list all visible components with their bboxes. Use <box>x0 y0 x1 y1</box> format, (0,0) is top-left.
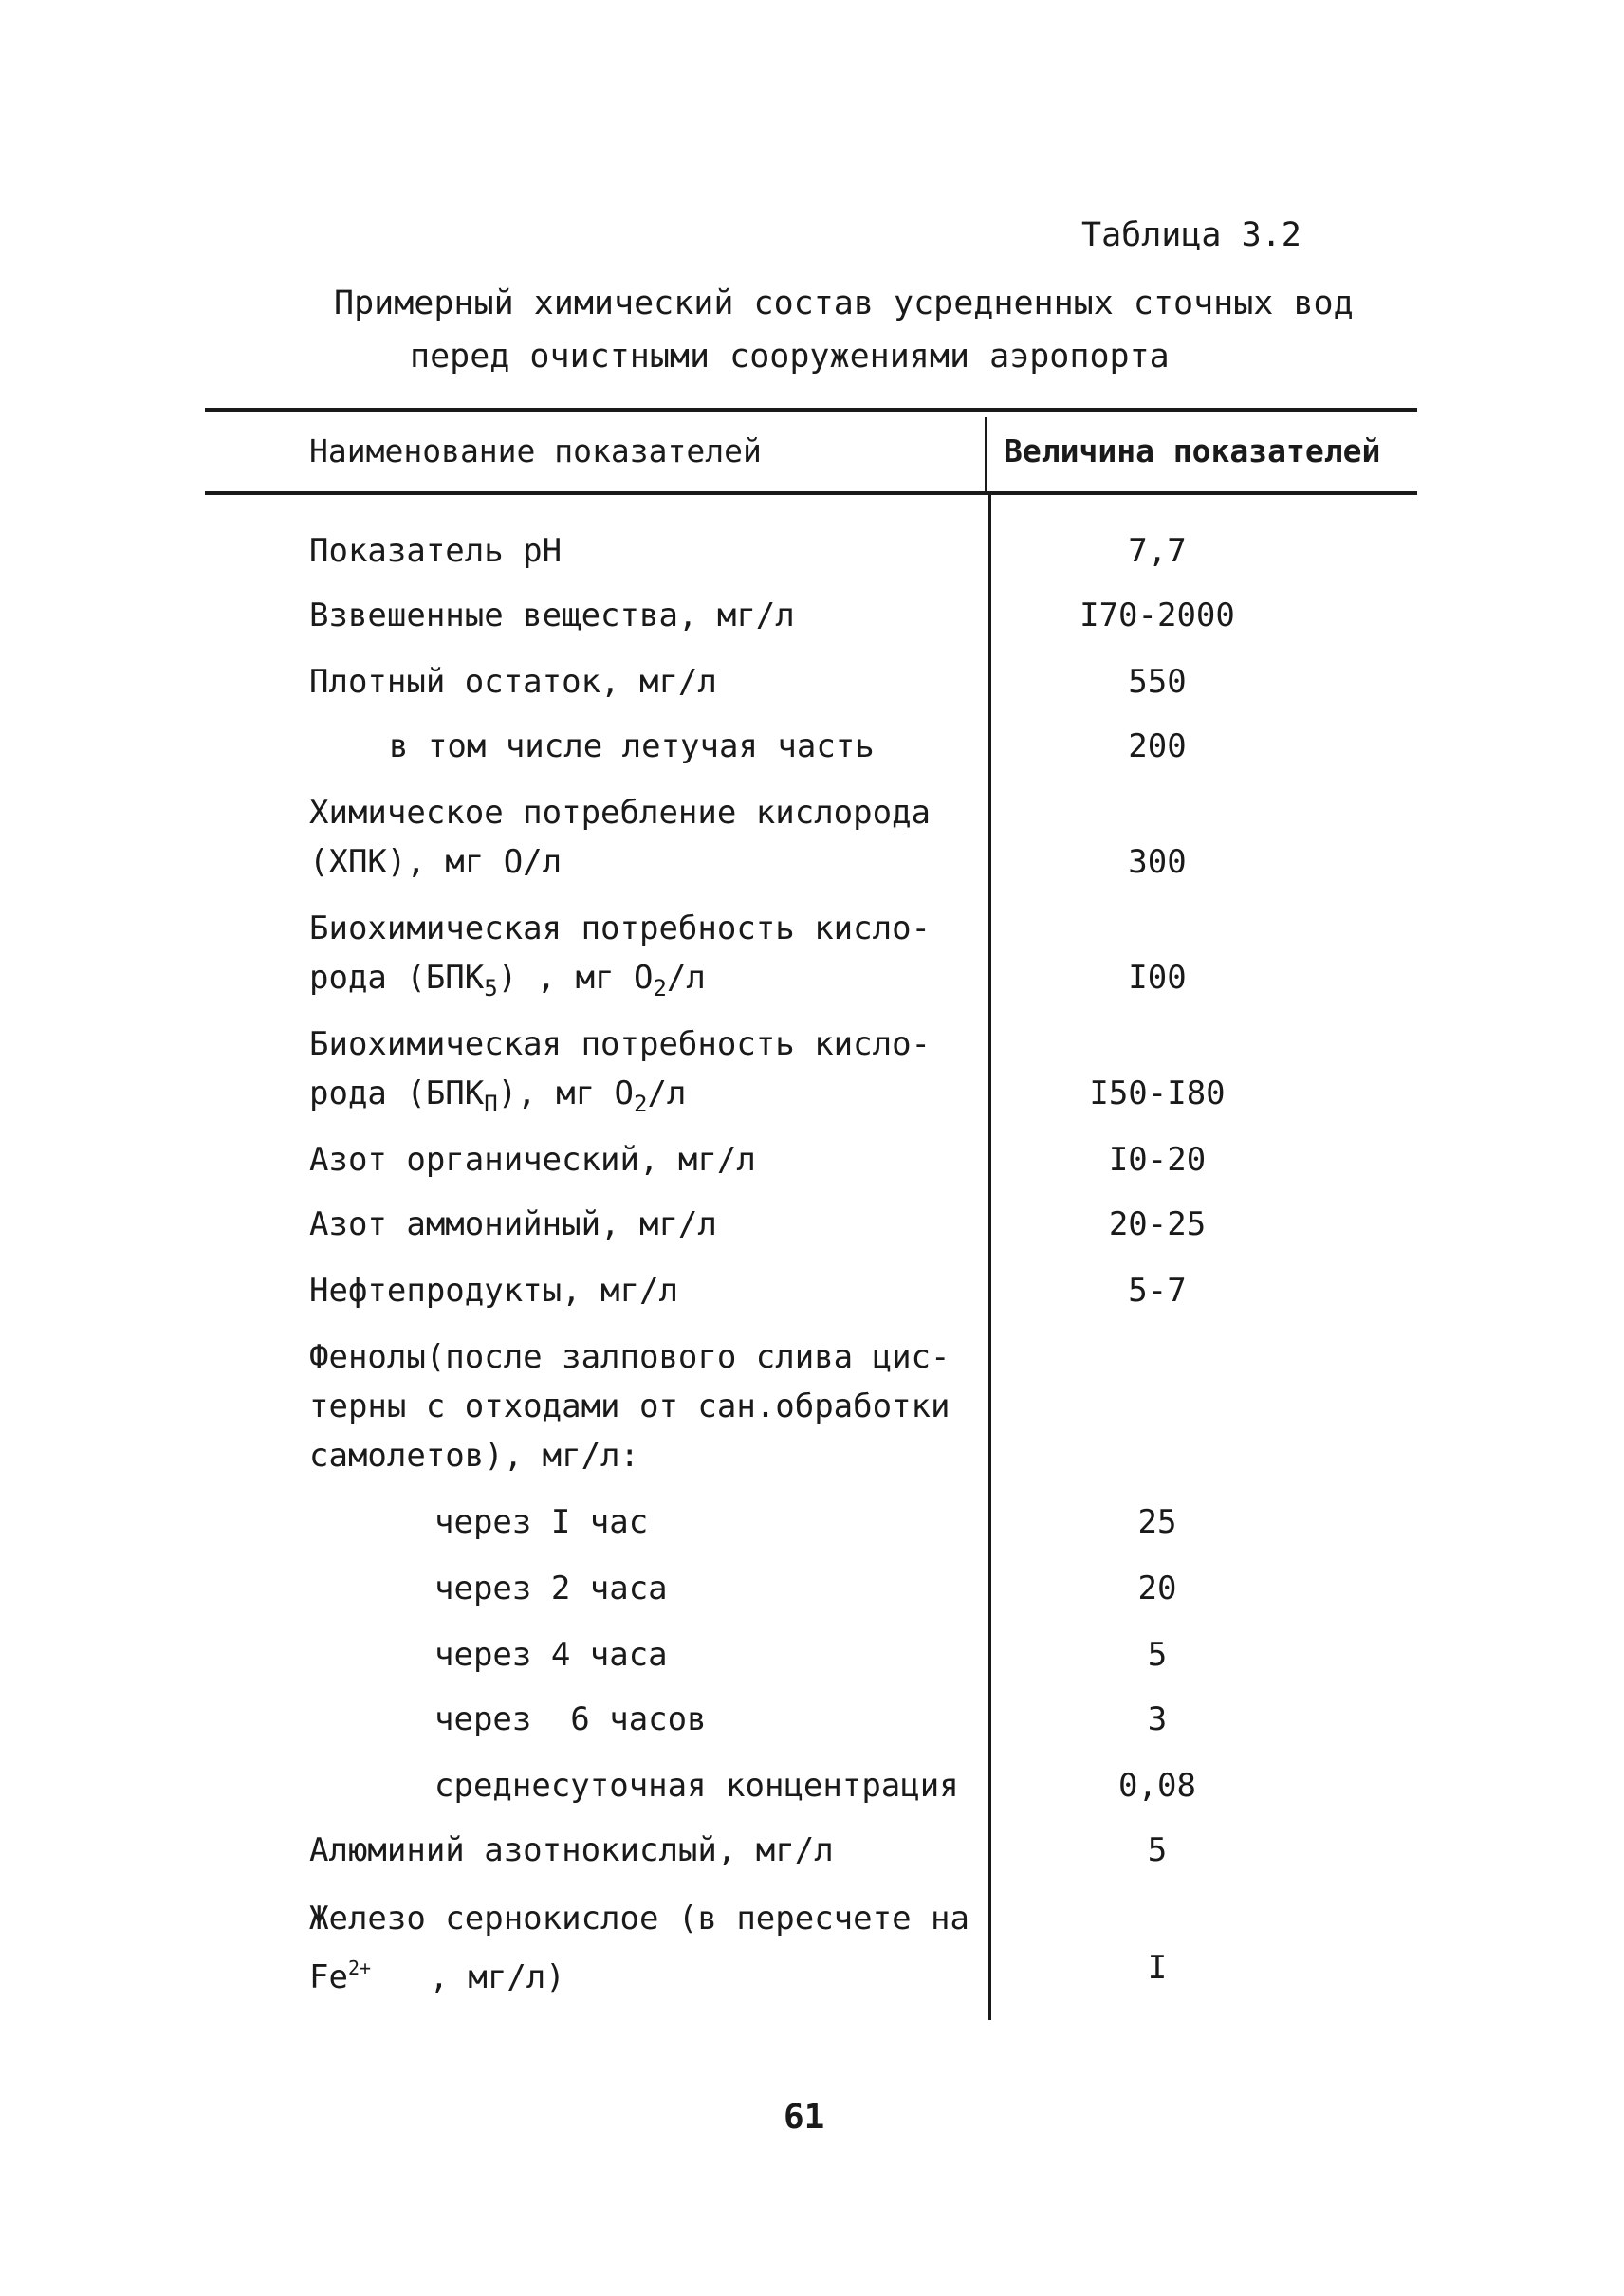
row-value: 300 <box>1128 843 1187 881</box>
header-bottom-rule <box>205 491 1417 495</box>
row-value: 7,7 <box>1128 532 1187 570</box>
row-name-line-1: Фенолы(после залпового слива цис- <box>309 1338 950 1376</box>
column-header-value: Величина показателей <box>1004 432 1381 469</box>
row-value: 20-25 <box>1108 1205 1207 1243</box>
row-value: 5 <box>1147 1636 1168 1674</box>
row-value: 25 <box>1137 1503 1177 1541</box>
row-name: в том числе летучая часть <box>389 727 875 765</box>
row-value: 200 <box>1128 727 1187 765</box>
row-name: Плотный остаток, мг/л <box>309 663 717 701</box>
row-name: через 2 часа <box>434 1570 668 1607</box>
row-value: 550 <box>1128 663 1187 701</box>
row-name-line-2: рода $(БПК_5)$ , мг $О_2/л$ <box>309 959 706 1001</box>
row-value: I00 <box>1128 959 1187 997</box>
row-name: Взвешенные вещества, мг/л <box>309 597 795 634</box>
row-value: 20 <box>1137 1570 1177 1607</box>
row-name-line-3: самолетов), мг/л: <box>309 1437 639 1475</box>
row-name-line-1: Биохимическая потребность кисло- <box>309 1025 932 1063</box>
row-name-line-2: (ХПК), мг О/л <box>309 843 563 881</box>
row-name: среднесуточная концентрация <box>434 1767 959 1805</box>
row-value: 5-7 <box>1128 1272 1187 1310</box>
header-column-divider <box>985 417 987 491</box>
table-top-rule <box>205 408 1417 412</box>
row-name: Нефтепродукты, мг/л <box>309 1272 678 1310</box>
row-value: I <box>1147 1949 1168 1987</box>
row-name-line-2: $Fe^{2+}$ , мг/л) <box>309 1956 565 1996</box>
row-value: 5 <box>1147 1831 1168 1869</box>
row-name: через 6 часов <box>434 1700 707 1738</box>
table-title-line-2: перед очистными сооружениями аэропорта <box>410 338 1170 376</box>
row-name: через I час <box>434 1503 649 1541</box>
row-name-line-2: рода $(БПК_П)$, мг $О_2/л$ <box>309 1075 687 1117</box>
row-value: I70-2000 <box>1080 597 1235 634</box>
row-name: Азот органический, мг/л <box>309 1141 756 1179</box>
row-name-line-1: Химическое потребление кислорода <box>309 794 932 832</box>
row-name: Показатель pH <box>309 532 563 570</box>
table-label: Таблица 3.2 <box>1081 216 1301 254</box>
row-value: I50-I80 <box>1089 1075 1226 1112</box>
page-number: 61 <box>784 2098 825 2137</box>
table-title-line-1: Примерный химический состав усредненных сточных вод <box>334 285 1354 322</box>
row-name-line-2: терны с отходами от сан.обработки <box>309 1387 950 1425</box>
row-name: Алюминий азотнокислый, мг/л <box>309 1831 834 1869</box>
row-name: через 4 часа <box>434 1636 668 1674</box>
row-value: 0,08 <box>1118 1767 1196 1805</box>
row-value: I0-20 <box>1108 1141 1207 1179</box>
row-value: 3 <box>1147 1700 1168 1738</box>
row-name-line-1: Железо сернокислое (в пересчете на <box>309 1900 969 1938</box>
row-name-line-1: Биохимическая потребность кисло- <box>309 909 932 947</box>
row-name: Азот аммонийный, мг/л <box>309 1205 717 1243</box>
column-header-name: Наименование показателей <box>309 432 762 469</box>
